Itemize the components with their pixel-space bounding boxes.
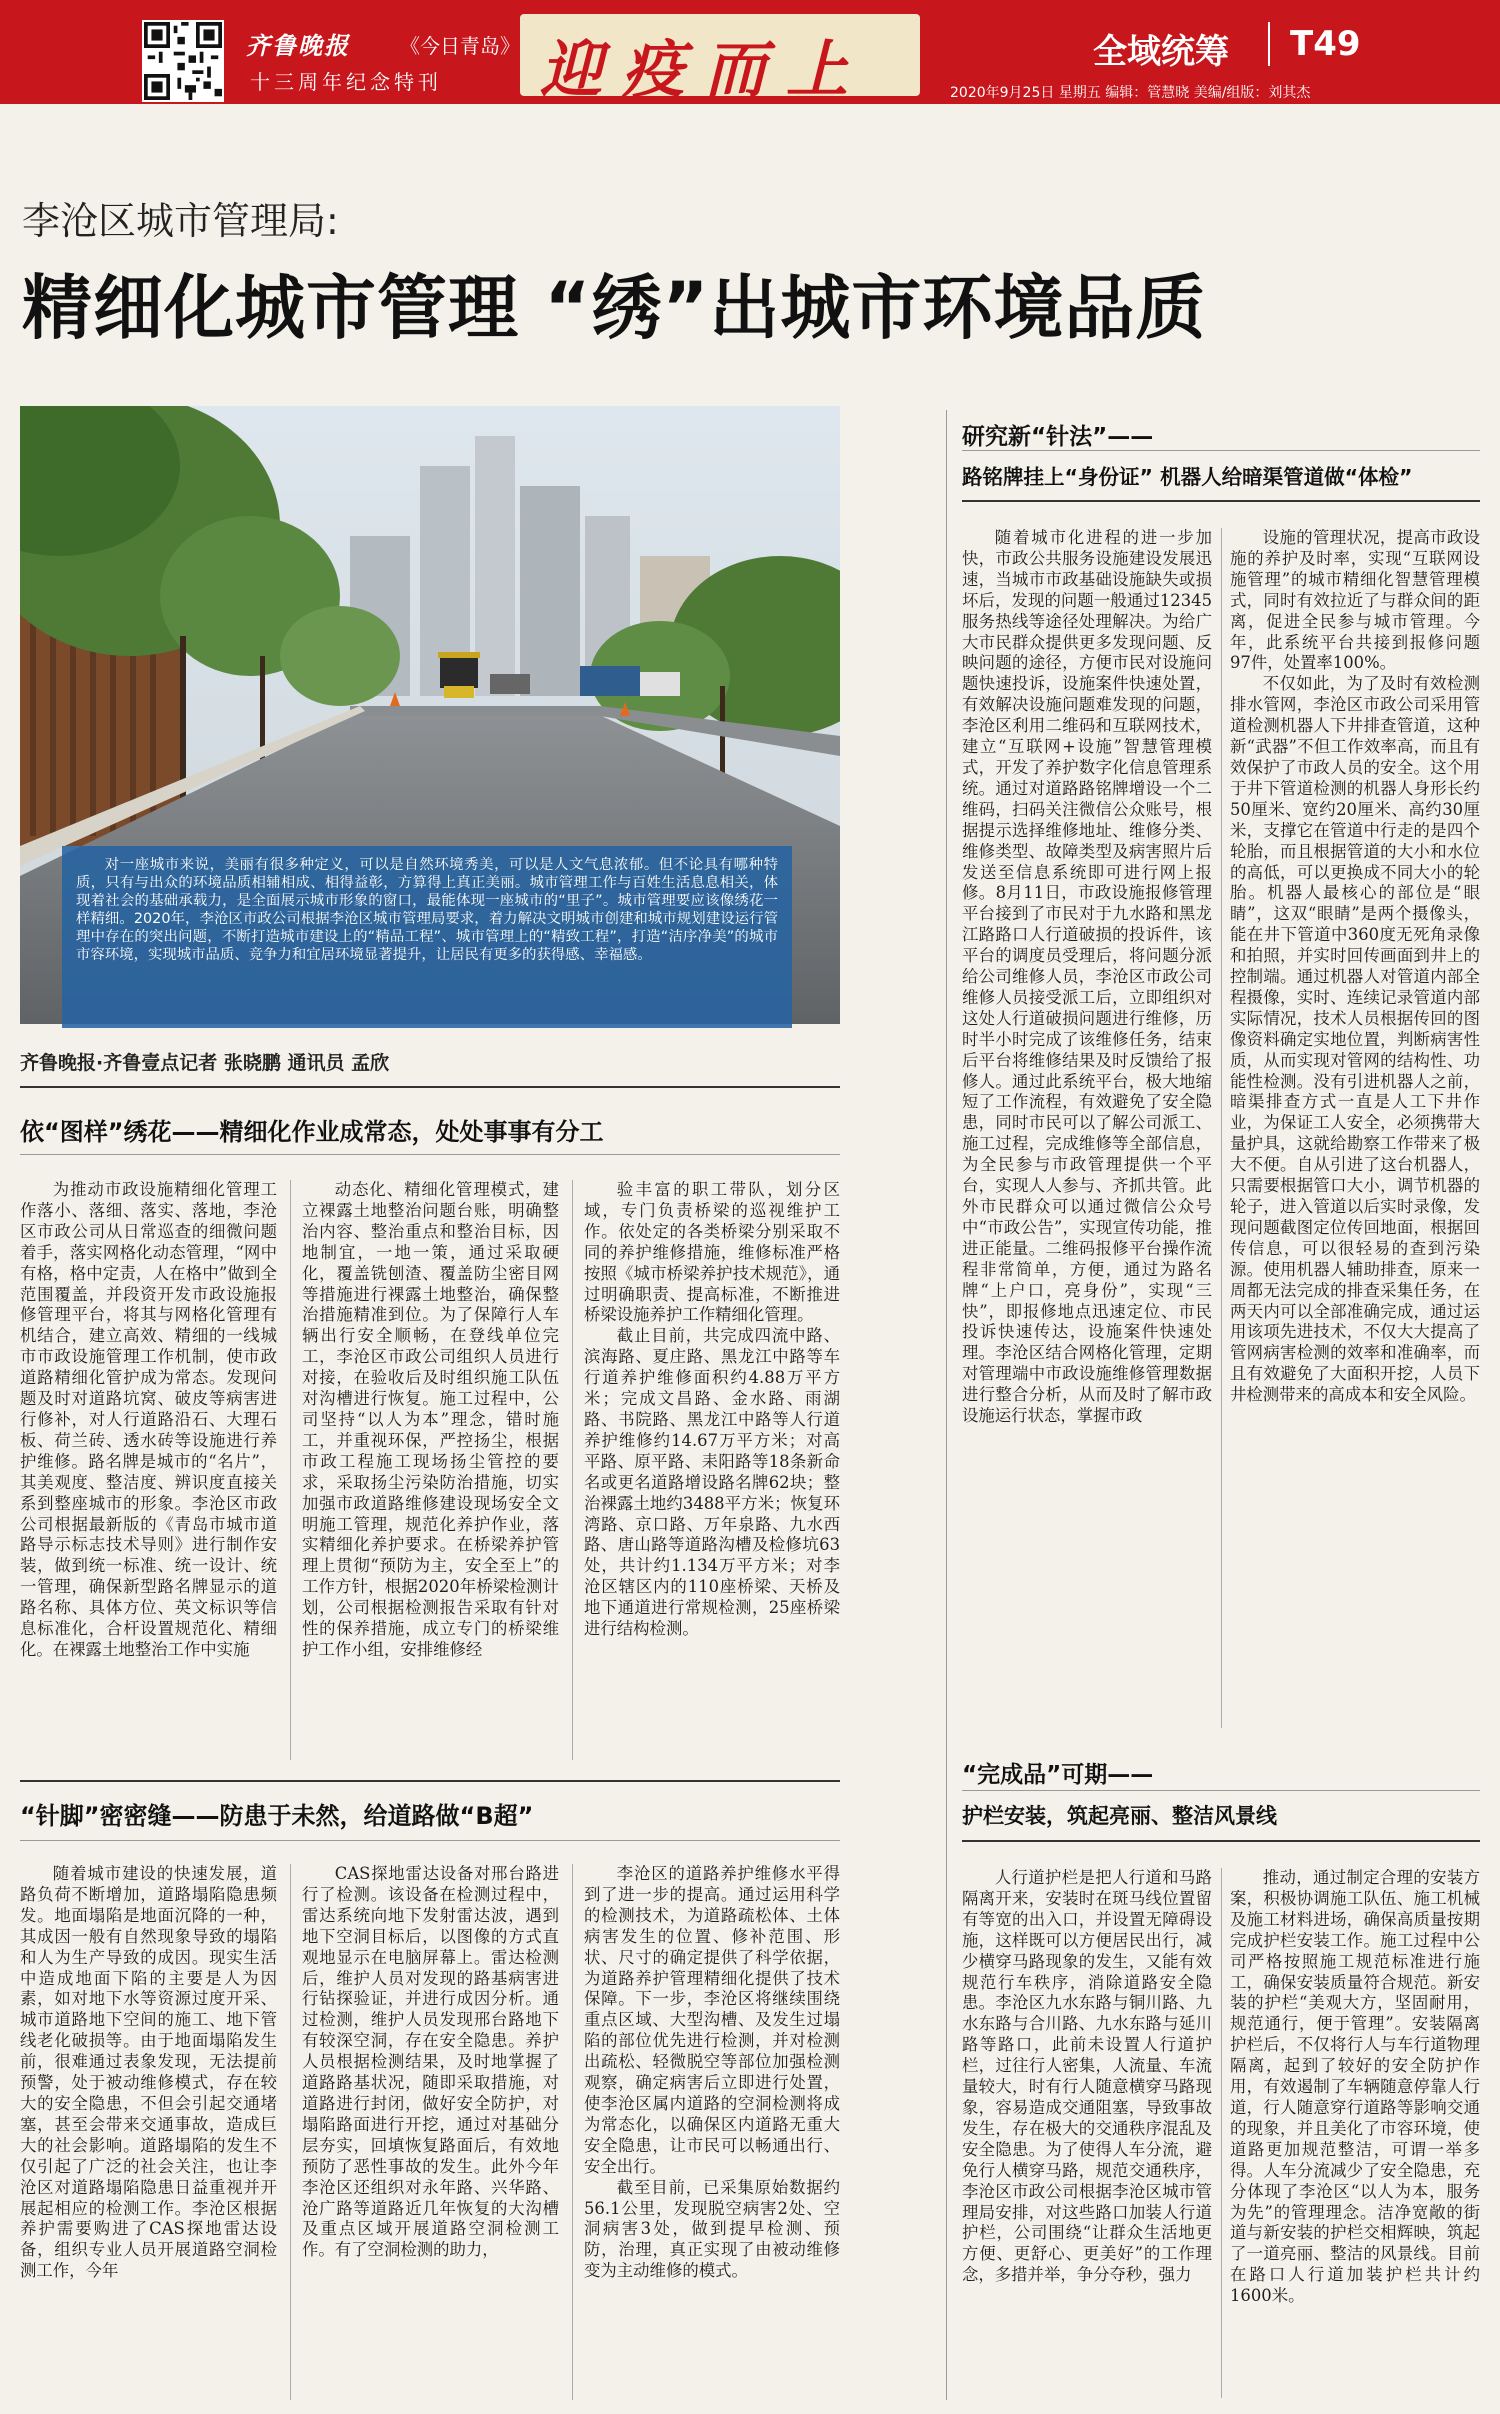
masthead-brand: 齐鲁晚报 — [246, 31, 350, 60]
page-divider — [946, 410, 947, 2400]
paragraph-group — [584, 1864, 840, 2282]
paragraph-group — [1230, 528, 1480, 1406]
section-heading: “针脚”密密缝——防患于未然，给道路做“B超” — [20, 1802, 534, 1830]
paragraph: 动态化、精细化管理模式，建立裸露土地整治问题台账，明确整治内容、整治重点和整治目标，因地制宜，一地一策，通过采取硬化，覆盖铣刨渣、覆盖防尘密目网等措施进行裸露土地整治，确保整治措施精准到位。为了保障行人车辆出行安全顺畅，在登线单位完工，李沧区市政公司组织人员进行对接，在验收后及时组织施工队伍对沟槽进行恢复。施工过程中，公司坚持“以人为本”理念，错时施工，并重视环保，严控扬尘，根据市政工程施工现场扬尘管控的要求，采取扬尘污染防治措施，切实加强市政道路维修建设现场安全文明施工管理，规范化养护作业，落实精细化养护要求。在桥梁养护管理上贯彻“预防为主，安全至上”的工作方针，根据2020年桥梁检测计划，公司根据检测报告采取有针对性的保养措施，成立专门的桥梁维护工作小组，安排维修经 — [302, 1180, 559, 1659]
column-divider — [1221, 528, 1222, 1728]
page-info: 2020年9月25日 星期五 编辑：管慧晓 美编/组版：刘其杰 — [950, 85, 1311, 101]
paragraph: 为推动市政设施精细化管理工作落小、落细、落实、落地，李沧区市政公司从日常巡查的细微问题着手，落实网格化动态管理，“网中有格，格中定责，人在格中”做到全范围覆盖，并段资开发市政设施报修管理平台，将其与网格化管理有机结合，建立高效、精细的一线城市市政设施管理工作机制，使市政道路精细化管护成为常态。发现问题及时对道路坑窝、破皮等病害进行修补，对人行道路沿石、大理石板、荷兰砖、透水砖等设施进行养护维修。路名牌是城市的“名片”，其美观度、整洁度、辨识度直接关系到整座城市的形象。李沧区市政公司根据最新版的《青岛市城市道路导示标志技术导则》进行制作安装，做到统一标准、统一设计、统一管理，确保新型路名牌显示的道路名称、具体方位、英文标识等信息标准化，合杆设置规范化、精细化。在裸露土地整治工作中实施 — [20, 1180, 277, 1659]
column-divider — [572, 1864, 573, 2400]
section-rule — [20, 1154, 840, 1155]
qr-code-icon — [142, 20, 224, 102]
article-column — [962, 1868, 1212, 2402]
paragraph: CAS探地雷达设备对邢台路进行了检测。该设备在检测过程中，雷达系统向地下发射雷达波，遇到地下空洞目标后，以图像的方式直观地显示在电脑屏幕上。雷达检测后，维护人员对发现的路基病害进行钻探验证，并进行成因分析。通过检测，维护人员发现邢台路地下有较深空洞，存在安全隐患。养护人员根据检测结果，及时地掌握了道路路基状况，随即采取措施，对道路进行封闭，做好安全防护，对塌陷路面进行开挖，通过对基础分层夯实，回填恢复路面后，有效地预防了恶性事故的发生。此外今年李沧区还组织对永年路、兴华路、沧广路等道路近几年恢复的大沟槽及重点区域开展道路空洞检测工作。有了空洞检测的助力， — [302, 1864, 559, 2260]
section-rule — [20, 1086, 840, 1088]
caption-text: 对一座城市来说，美丽有很多种定义，可以是自然环境秀美，可以是人文气息浓郁。但不论具有哪种特质，只有与出众的环境品质相辅相成、相得益彰，方算得上真正美丽。城市管理工作与百姓生活息息相关，体现着社会的基础承载力，是全面展示城市形象的窗口，最能体现一座城市的“里子”。城市管理要应该像绣花一样精细。2020年，李沧区市政公司根据李沧区城市管理局要求，着力解决文明城市创建和城市规划建设运行管理中存在的突出问题，不断打造城市建设上的“精品工程”、城市管理上的“精致工程”，打造“洁序净美”的城市市容环境，实现城市品质、竞争力和宜居环境显著提升，让居民有更多的获得感、幸福感。 — [76, 857, 778, 963]
paragraph: 随着城市建设的快速发展，道路负荷不断增加，道路塌陷隐患频发。地面塌陷是地面沉降的一种，其成因一般有自然现象导致的塌陷和人为生产导致的成因。现实生活中造成地面下陷的主要是人为因素，如对地下水等资源过度开采、城市道路地下空间的施工、地下管线老化破损等。由于地面塌陷发生前，很难通过表象发现，无法提前预警，处于被动维修模式，存在较大的安全隐患，不但会引起交通堵塞，甚至会带来交通事故，造成巨大的社会影响。道路塌陷的发生不仅引起了广泛的社会关注，也让李沧区对道路塌陷隐患日益重视并开展起相应的检测工作。李沧区根据养护需要购进了CAS探地雷达设备，组织专业人员开展道路空洞检测工作，今年 — [20, 1864, 277, 2281]
column-divider — [290, 1180, 291, 1760]
section-rule — [20, 1840, 840, 1841]
page-number: T49 — [1290, 24, 1361, 64]
paragraph: 人行道护栏是把人行道和马路隔离开来，安装时在斑马线位置留有等宽的出入口，并设置无障碍设施，这样既可以方便居民出行，减少横穿马路现象的发生，又能有效规范行车秩序，消除道路安全隐患。李沧区九水东路与铜川路、九水东路与合川路、九水东路与延川路等路口，此前未设置人行道护栏，过往行人密集，人流量、车流量较大，时有行人随意横穿马路现象，容易造成交通阻塞，导致事故发生，存在极大的交通秩序混乱及安全隐患。为了使得人车分流，避免行人横穿马路，规范交通秩序，李沧区市政公司根据李沧区城市管理局安排，对这些路口加装人行道护栏，公司围绕“让群众生活地更方便、更舒心、更美好”的工作理念，多措并举，争分夺秒，强力 — [962, 1868, 1212, 2285]
section-rule — [20, 1780, 840, 1782]
section-heading: 依“图样”绣花——精细化作业成常态，处处事事有分工 — [20, 1118, 604, 1146]
article-column — [20, 1180, 277, 1762]
paragraph: 截止目前，共完成四流中路、滨海路、夏庄路、黑龙江中路等车行道养护维修面积约4.88万平方米；完成文昌路、金水路、雨湖路、书院路、黑龙江中路等人行道养护维修约14.67万平方米；对高平路、原平路、耒阳路等18条新命名或更名道路增设路名牌62块；整治裸露土地约3488平方米；恢复环湾路、京口路、万年泉路、九水西路、唐山路等道路沟槽及检修坑63处，共计约1.134万平方米；对李沧区辖区内的110座桥梁、天桥及地下通道进行常规检测，25座桥梁进行结构检测。 — [584, 1326, 840, 1639]
paragraph: 设施的管理状况，提高市政设施的养护及时率，实现“互联网设施管理”的城市精细化智慧管理模式，同时有效拉近了与群众间的距离，促进全民参与城市管理。今年，此系统平台共接到报修问题97件，处置率100%。 — [1230, 528, 1480, 673]
section-rule — [962, 1790, 1480, 1791]
paragraph: 不仅如此，为了及时有效检测排水管网，李沧区市政公司采用管道检测机器人下井排查管道，这种新“武器”不但工作效率高，而且有效保护了市政人员的安全。这个用于井下管道检测的机器人身形长约50厘米、宽约20厘米、高约30厘米，支撑它在管道中行走的是四个轮胎，而且根据管道的大小和水位的高低，可以更换成不同大小的轮胎。机器人最核心的部位是“眼睛”，这双“眼睛”是两个摄像头，能在井下管道中360度无死角录像和拍照，并实时回传画面到井上的控制端。通过机器人对管道内部全程摄像，实时、连续记录管道内部实际情况，技术人员根据传回的图像资料确定实地位置，判断病害性质，从而实现对管网的结构性、功能性检测。没有引进机器人之前，暗渠排查方式一直是人工下井作业，为保证工人安全，必须携带大量护具，这就给勘察工作带来了极大不便。自从引进了这台机器人，只需要根据管口大小，调节机器的轮子，进入管道以后实时录像，发现问题截图定位传回地面，根据回传信息，可以很轻易的查到污染源。使用机器人辅助排查，原来一周都无法完成的排查采集任务，在两天内可以全部准确完成，通过运用该项先进技术，不仅大大提高了管网病害检测的效率和准确率，而且有效避免了大面积开挖，人员下井检测带来的高成本和安全风险。 — [1230, 674, 1480, 1405]
article-column — [302, 1180, 559, 1762]
paragraph: 李沧区的道路养护维修水平得到了进一步的提高。通过运用科学的检测技术，为道路疏松体、土体病害发生的位置、修补范围、形状、尺寸的确定提供了科学依据，为道路养护管理精细化提供了技术保障。下一步，李沧区将继续围绕重点区域、大型沟槽、及发生过塌陷的部位优先进行检测，并对检测出疏松、轻微脱空等部位加强检测观察，确定病害后立即进行处置，使李沧区属内道路的空洞检测将成为常态化，以确保区内道路无重大安全隐患，让市民可以畅通出行、安全出行。 — [584, 1864, 840, 2176]
article-column — [584, 1180, 840, 1762]
paragraph: 推动，通过制定合理的安装方案，积极协调施工队伍、施工机械及施工材料进场，确保高质量按期完成护栏安装工作。施工过程中公司严格按照施工规范标准进行施工，确保安装质量符合规范。新安装的护栏“美观大方，坚固耐用，规范通行，便于管理”。安装隔离护栏后，不仅将行人与车行道物理隔离，起到了较好的安全防护作用，有效遏制了车辆随意停靠人行道，行人随意穿行道路等影响交通的现象，并且美化了市容环境，使道路更加规范整洁，可谓一举多得。人车分流减少了安全隐患，充分体现了李沧区“以人为本，服务为先”的管理理念。洁净宽敞的街道与新安装的护栏交相辉映，筑起了一道亮丽、整洁的风景线。目前在路口人行道加装护栏共计约1600米。 — [1230, 1868, 1480, 2306]
paragraph-group — [584, 1180, 840, 1640]
section-kicker: “完成品”可期—— — [962, 1762, 1154, 1788]
section-kicker: 研究新“针法”—— — [962, 424, 1154, 450]
article-kicker: 李沧区城市管理局: — [22, 199, 339, 243]
masthead-edition: 《今日青岛》 — [400, 34, 520, 58]
section-heading: 路铭牌挂上“身份证” 机器人给暗渠管道做“体检” — [962, 465, 1413, 489]
section-name: 全域统筹 — [1093, 32, 1229, 72]
byline: 齐鲁晚报·齐鲁壹点记者 张晓鹏 通讯员 孟欣 — [20, 1052, 390, 1074]
article-column — [1230, 1868, 1480, 2402]
masthead-subtitle: 十三周年纪念特刊 — [250, 70, 442, 94]
header-divider — [1268, 22, 1270, 66]
article-column — [584, 1864, 840, 2402]
article-column — [962, 528, 1212, 1734]
article-column — [1230, 528, 1480, 1734]
section-rule — [962, 450, 1480, 451]
section-rule — [962, 500, 1480, 502]
article-column — [302, 1864, 559, 2402]
article-column — [20, 1864, 277, 2402]
column-divider — [1221, 1868, 1222, 2398]
section-rule — [962, 1840, 1480, 1842]
photo-caption — [62, 846, 792, 1028]
banner-slogan: 迎疫而上 — [540, 33, 869, 106]
paragraph: 验丰富的职工带队，划分区域，专门负责桥梁的巡视维护工作。依处定的各类桥梁分别采取不同的养护维修措施，维修标准严格按照《城市桥梁养护技术规范》，通过明确职责、提高标准，不断推进桥梁设施养护工作精细化管理。 — [584, 1180, 840, 1325]
paragraph: 截至目前，已采集原始数据约56.1公里，发现脱空病害2处、空洞病害3处，做到提早检测、预防，治理，真正实现了由被动维修变为主动维修的模式。 — [584, 2177, 840, 2281]
column-divider — [290, 1864, 291, 2400]
paragraph: 随着城市化进程的进一步加快，市政公共服务设施建设发展迅速，当城市市政基础设施缺失或损坏后，发现的问题一般通过12345服务热线等途径处理解决。为给广大市民群众提供更多发现问题、反映问题的途径，方便市民对设施问题快速投诉，设施案件快速处置，有效解决设施问题难发现的问题，李沧区利用二维码和互联网技术，建立“互联网+设施”智慧管理模式，开发了养护数字化信息管理系统。通过对道路路铭牌增设一个二维码，扫码关注微信公众账号，根据提示选择维修地址、维修分类、维修类型、故障类型及病害照片后发送至信息系统即可进行网上报修。8月11日，市政设施报修管理平台接到了市民对于九水路和黑龙江路路口人行道破损的投诉件，该平台的调度员受理后，将问题分派给公司维修人员，李沧区市政公司维修人员接受派工后，立即组织对这处人行道破损问题进行维修，历时半小时完成了该维修任务，结束后平台将维修结果及时反馈给了报修人。通过此系统平台，极大地缩短了工作流程，有效避免了安全隐患，同时市民可以了解公司派工、施工过程，完成维修等全部信息，为全民参与市政管理提供一个平台，实现人人参与、齐抓共管。此外市民群众可以通过微信公众号中“市政公告”，实现宣传功能，推进正能量。二维码报修平台操作流程非常简单，方便，通过为路名牌“上户口，亮身份”，实现“三快”，即报修地点迅速定位、市民投诉快速传达，设施案件快速处理。李沧区结合网格化管理，定期对管理端中市政设施维修管理数据进行整合分析，从而及时了解市政设施运行状态，掌握市政 — [962, 528, 1212, 1426]
article-title: 精细化城市管理 “绣”出城市环境品质 — [22, 267, 1207, 349]
column-divider — [572, 1180, 573, 1760]
section-heading: 护栏安装，筑起亮丽、整洁风景线 — [962, 1804, 1277, 1828]
